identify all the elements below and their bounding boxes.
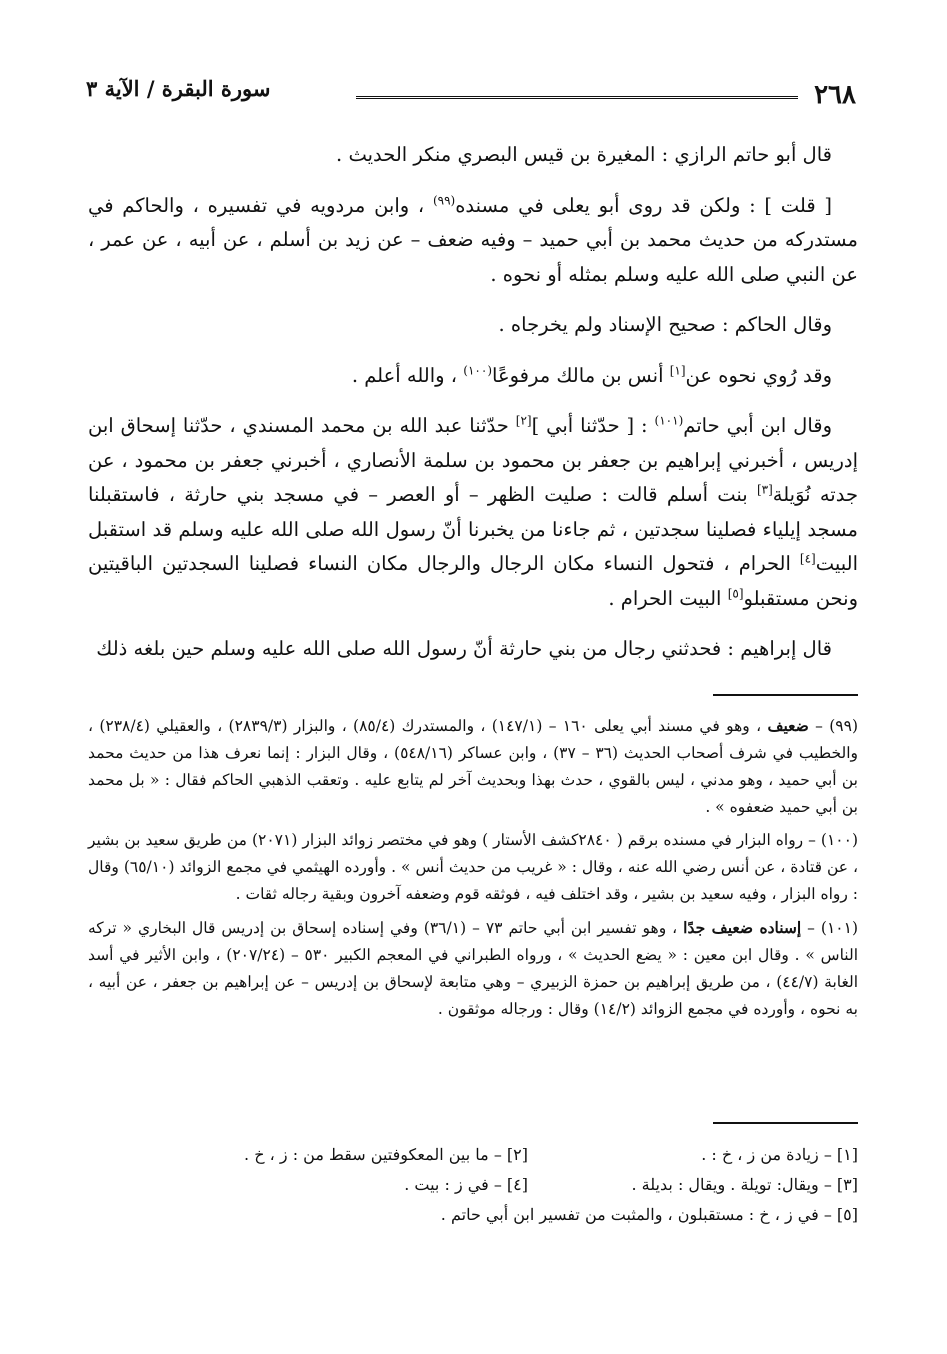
paragraph-5-text-e: الحرام ، فتحول النساء مكان الرجال والرجال مكان النساء فصلينا السجدتين الباقيتين ونحن مستقبلو bbox=[88, 552, 858, 610]
paragraph-4-text-c: ، والله أعلم . bbox=[351, 363, 464, 387]
footnote-100 bbox=[88, 827, 858, 908]
variant-1: [١] – زيادة من ز ، خ : . bbox=[701, 1145, 858, 1164]
variant-ref-4: [٤] bbox=[799, 551, 816, 566]
paragraph-1 bbox=[88, 138, 858, 173]
paragraph-3 bbox=[88, 308, 858, 343]
paragraph-3-text: وقال الحاكم : صحيح الإسناد ولم يخرجاه . bbox=[498, 313, 832, 336]
variant-ref-1: [١] bbox=[669, 363, 686, 377]
footnote-101-text: ، وهو تفسير ابن أبي حاتم ٧٣ – (٣٦/١) وفي إسناده إسحاق بن إدريس قال البخاري « تركه الناس » . وقال ابن معين : « يضع الحديث » ، ورواه الطبراني في المعجم الكبير ٥٣٠ – (٢٠٧/٢٤) ، وابن الأثير في أسد الغابة (٤٤/٧) ، من طريق إبراهيم بن حمزة الزبيري – وهي متابعة لإسحاق بن إدريس – عن إبراهيم بن جعفر ، عن أبيه ، به نحوه ، وأورده في مجمع الزوائد (١٤/٢) وقال : ورجاله موثقون . bbox=[88, 919, 859, 1018]
main-text bbox=[88, 138, 858, 683]
paragraph-4-text-b: أنس بن مالك مرفوعًا bbox=[492, 363, 670, 387]
variant-ref-5: [٥] bbox=[727, 586, 744, 600]
running-title: سورة البقرة / الآية ٣ bbox=[86, 76, 271, 101]
variants-row-3 bbox=[88, 1200, 858, 1230]
paragraph-1-text: قال أبو حاتم الرازي : المغيرة بن قيس البصري منكر الحديث . bbox=[336, 143, 832, 166]
paragraph-5 bbox=[88, 409, 858, 616]
variant-4: [٤] – في ز : بيت . bbox=[404, 1175, 528, 1194]
footnote-ref-101: (١٠١) bbox=[654, 413, 684, 428]
footnote-ref-99: (٩٩) bbox=[432, 193, 456, 207]
page-header bbox=[86, 70, 856, 110]
manuscript-variants bbox=[88, 1140, 858, 1230]
footnote-99-text: ، وهو في مسند أبي يعلى ١٦٠ – (١٤٧/١) ، والمستدرك (٨٥/٤) ، والبزار (٢٨٣٩/٣) ، والعقيلي (٢٣٨/٤) ، والخطيب في شرف أصحاب الحديث (٣٦ – ٣٧) ، وابن عساكر (٥٤٨/١٦) ، وقال البزار : إنما نعرف هذا من حديث محمد بن أبي حميد ، وهو مدني ، ليس بالقوي ، حدث بهذا وبحديث آخر لم يتابع عليه . وتعقب الذهبي الحاكم فقال : « بل محمد بن أبي حميد ضعفوه » . bbox=[88, 717, 858, 816]
paragraph-4-text-a: وقد رُوي نحوه عن bbox=[685, 363, 832, 387]
footnote-100-text: (١٠٠) – رواه البزار في مسنده برقم ( ٢٨٤٠كشف الأستار ) وهو في مختصر زوائد البزار (٢٠٧١) من طريق سعيد بن بشير ، عن قتادة ، عن أنس رضي الله عنه ، وقال : « غريب من حديث أنس » . وأورده الهيثمي في مجمع الزوائد (٦٥/١٠) وقال : رواه البزار ، وفيه سعيد بن بشير ، وقد اختلف فيه ، فوثقه قوم وضعفه آخرون وبقية رجاله ثقات . bbox=[88, 831, 859, 903]
footnote-ref-100: (١٠٠) bbox=[463, 363, 492, 377]
header-rule bbox=[356, 96, 798, 102]
paragraph-4 bbox=[88, 359, 858, 394]
footnote-101-grade: إسناده ضعيف جدًا bbox=[683, 918, 802, 937]
footnote-99-grade: ضعيف bbox=[767, 716, 809, 735]
paragraph-2-text-b: ، وابن مردويه في تفسيره ، والحاكم في مستدركه من حديث محمد بن أبي حميد – وفيه ضعف – عن زيد بن أسلم ، عن أبيه ، عن عمر ، عن النبي صلى الله عليه وسلم بمثله أو نحوه . bbox=[88, 193, 858, 286]
paragraph-6-text: قال إبراهيم : فحدثني رجال من بني حارثة أنّ رسول الله صلى الله عليه وسلم حين بلغه ذلك bbox=[96, 637, 832, 660]
footnote-101 bbox=[88, 914, 858, 1023]
paragraph-5-text-a: وقال ابن أبي حاتم bbox=[683, 414, 833, 437]
variant-3: [٣] – ويقال: تويلة . ويقال : بديلة . bbox=[631, 1175, 858, 1194]
paragraph-5-text-c: حدّثنا عبد الله بن محمد المسندي ، حدّثنا إسحاق ابن إدريس ، أخبرني إبراهيم بن جعفر بن محمود بن سلمة الأنصاري ، أخبرني جعفر بن محمود ، عن جدته نُوَيلة bbox=[88, 414, 858, 506]
variants-row-2 bbox=[88, 1170, 858, 1200]
footnote-divider bbox=[713, 694, 858, 696]
paragraph-2 bbox=[88, 189, 858, 293]
variant-2: [٢] – ما بين المعكوفتين سقط من : ز ، خ . bbox=[244, 1145, 528, 1164]
variant-ref-2: [٢] bbox=[515, 413, 532, 428]
footnote-101-number: (١٠١) – bbox=[801, 919, 859, 937]
variant-ref-3: [٣] bbox=[756, 482, 773, 497]
variants-row-1 bbox=[88, 1140, 858, 1170]
paragraph-2-text-a: [ قلت ] : ولكن قد روى أبو يعلى في مسنده bbox=[455, 193, 832, 217]
footnote-99 bbox=[88, 712, 858, 821]
footnotes bbox=[88, 712, 858, 1029]
page-number: ٢٦٨ bbox=[814, 80, 856, 110]
variants-divider bbox=[713, 1122, 858, 1124]
paragraph-5-text-f: البيت الحرام . bbox=[608, 586, 728, 610]
paragraph-5-text-b: : [ حدّثنا أبي ] bbox=[531, 414, 655, 437]
footnote-99-number: (٩٩) – bbox=[808, 717, 858, 735]
variant-5: [٥] – في ز ، خ : مستقبلون ، والمثبت من تفسير ابن أبي حاتم . bbox=[440, 1205, 858, 1224]
paragraph-5-text-d: بنت أسلم قالت : صليت الظهر – أو العصر – في مسجد بني حارثة ، فاستقبلنا مسجد إيلياء فصلينا سجدتين ، ثم جاءنا من يخبرنا أنّ رسول الله صلى الله عليه وسلم قد استقبل البيت bbox=[88, 483, 858, 575]
paragraph-6 bbox=[88, 632, 858, 667]
